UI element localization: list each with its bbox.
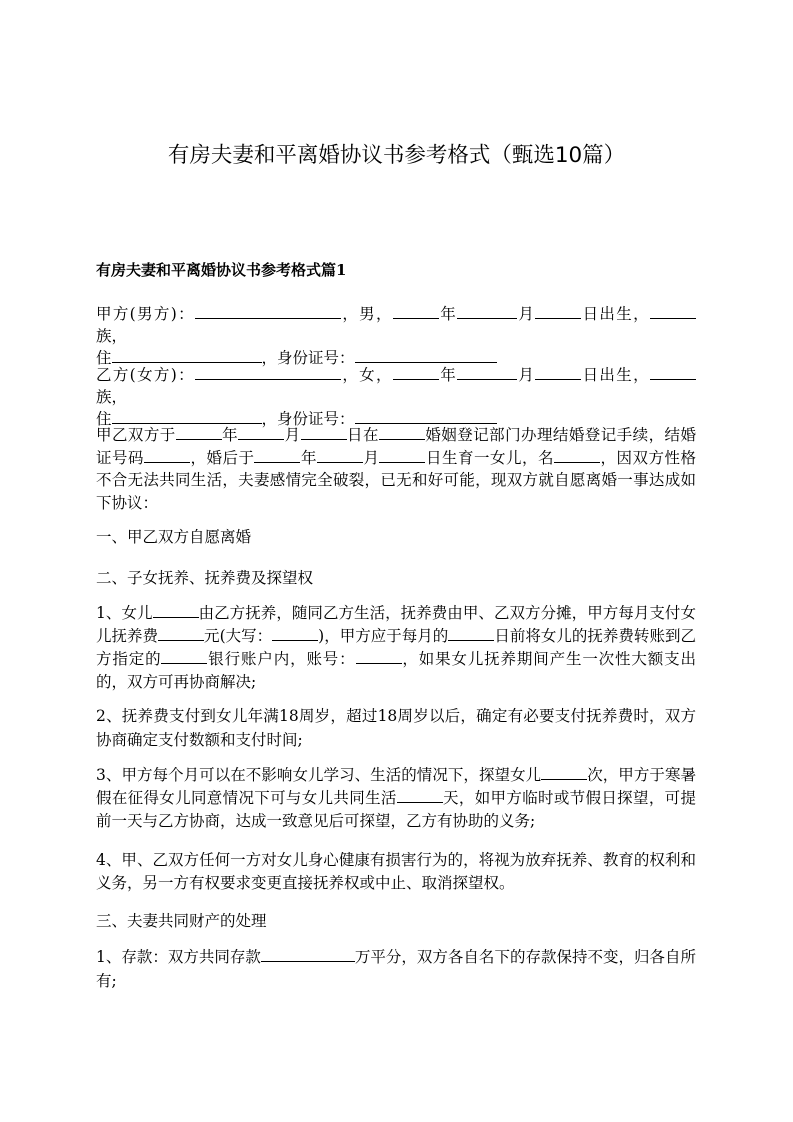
- blank-address: [112, 348, 262, 363]
- blank-id: [355, 348, 497, 363]
- blank-id: [355, 409, 497, 424]
- ethnicity-text: 族，: [96, 388, 128, 406]
- address-label: 住: [96, 349, 112, 367]
- blank-address: [112, 409, 262, 424]
- intro-text: 年: [300, 448, 317, 467]
- intro-text: 日在: [346, 426, 379, 444]
- blank-cert-number: [144, 448, 190, 463]
- id-label: ，身份证号：: [261, 410, 355, 428]
- intro-text: 甲乙双方于: [96, 426, 176, 444]
- blank-year: [176, 425, 222, 440]
- blank-ethnicity: [650, 304, 696, 319]
- blank-amount-words: [272, 626, 318, 641]
- party-b-label: 乙方(女方)：: [96, 366, 195, 384]
- blank-daughter-name: [554, 448, 600, 463]
- month-text: 月: [517, 305, 536, 323]
- clause-3: [96, 764, 696, 833]
- intro-text: 婚姻登记部门办理结婚登记手续，结婚证号码: [96, 426, 696, 467]
- blank-custody: [153, 603, 199, 618]
- blank-name: [195, 365, 341, 380]
- clause-text: 元(大写：: [204, 627, 273, 645]
- clause-text: 1、女儿: [96, 604, 153, 622]
- blank-day: [448, 626, 494, 641]
- intro-text: 年: [221, 426, 239, 444]
- clause-text: 天，如甲方临时或节假日探望，可提前一天与乙方协商，达成一致意见后可探望，乙方有协助的义务;: [96, 789, 696, 830]
- clause-text: )，甲方应于每月的: [318, 627, 449, 645]
- born-text: 日出生，: [581, 366, 650, 384]
- item-3: 三、夫妻共同财产的处理: [96, 912, 267, 930]
- party-a-label: 甲方(男方)：: [96, 305, 195, 323]
- ethnicity-text: 族，: [96, 327, 128, 345]
- year-text: 年: [438, 366, 458, 384]
- blank-visits: [541, 765, 587, 780]
- clause-text: 1、存款：双方共同存款: [96, 948, 261, 966]
- blank-day: [379, 448, 425, 463]
- clause-2: 2、抚养费支付到女儿年满18周岁，超过18周岁以后，确定有必要支付抚养费时，双方协商确定支付数额和支付时间;: [96, 707, 696, 749]
- blank-year: [254, 448, 300, 463]
- blank-name: [195, 304, 341, 319]
- blank-month: [238, 425, 284, 440]
- blank-bank: [161, 649, 207, 664]
- clause-text: 由乙方抚养，随同乙方生活，抚养费由甲、乙双方分摊，甲方每月支付女儿抚养费: [96, 604, 696, 645]
- intro-text: ，因双方性格不合无法共同生活，夫妻感情完全破裂，已无和好可能，现双方就自愿离婚一事达成如下协议：: [96, 448, 696, 512]
- party-a-paragraph: [96, 303, 696, 369]
- blank-month: [317, 448, 363, 463]
- blank-amount: [158, 626, 204, 641]
- clause-text: 3、甲方每个月可以在不影响女儿学习、生活的情况下，探望女儿: [96, 766, 542, 784]
- blank-day: [535, 365, 581, 380]
- clause-1: [96, 602, 696, 694]
- clause-text: ，如果女儿抚养期间产生一次性大额支出的，双方可再协商解决;: [96, 650, 696, 691]
- section-heading: 有房夫妻和平离婚协议书参考格式篇1: [96, 261, 347, 279]
- intro-text: 月: [362, 448, 380, 467]
- clause-4: 4、甲、乙双方任何一方对女儿身心健康有损害行为的，将视为放弃抚养、教育的权利和义务，另一方有权要求变更直接抚养权或中止、取消探望权。: [96, 851, 696, 892]
- born-text: 日出生，: [581, 305, 650, 323]
- month-text: 月: [517, 366, 536, 384]
- gender-text: ，女，: [341, 366, 393, 384]
- blank-place: [379, 425, 425, 440]
- blank-deposit: [261, 947, 355, 962]
- id-label: ，身份证号：: [261, 349, 355, 367]
- blank-month: [457, 304, 517, 319]
- blank-days: [397, 788, 443, 803]
- intro-text: ，婚后于: [190, 448, 255, 467]
- blank-day: [535, 304, 581, 319]
- clause-text: 银行账户内，账号：: [207, 650, 356, 668]
- item-1: 一、甲乙双方自愿离婚: [96, 528, 252, 546]
- blank-account: [356, 649, 402, 664]
- clause-deposit: [96, 945, 696, 993]
- blank-month: [457, 365, 517, 380]
- blank-day: [301, 425, 347, 440]
- document-title: 有房夫妻和平离婚协议书参考格式（甄选10篇）: [167, 143, 626, 168]
- blank-ethnicity: [650, 365, 696, 380]
- intro-text: 月: [284, 426, 301, 444]
- clause-text: 日前将女儿的抚养费转账到乙方指定的: [96, 627, 696, 668]
- item-2: 二、子女抚养、抚养费及探望权: [96, 569, 314, 587]
- address-label: 住: [96, 410, 112, 428]
- year-text: 年: [438, 305, 458, 323]
- gender-text: ，男，: [341, 305, 393, 323]
- blank-year: [393, 365, 439, 380]
- party-b-paragraph: [96, 364, 696, 430]
- clause-text: 万平分，双方各自名下的存款保持不变，归各自所有;: [96, 948, 696, 990]
- intro-text: 日生育一女儿，名: [425, 448, 554, 467]
- blank-year: [393, 304, 439, 319]
- intro-paragraph: [96, 424, 696, 514]
- clause-text: 次，甲方于寒暑假在征得女儿同意情况下可与女儿共同生活: [96, 766, 696, 807]
